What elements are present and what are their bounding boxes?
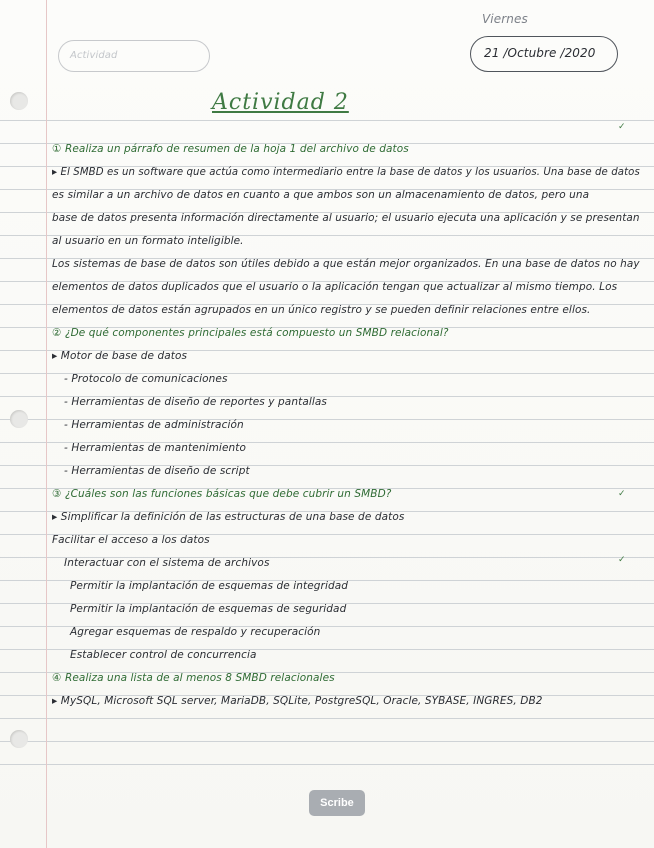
answer-line: ▸ El SMBD es un software que actúa como intermediario entre la base de datos y los usuarios. Una base de datos (52, 166, 640, 178)
answer-line: Los sistemas de base de datos son útiles debido a que están mejor organizados. En una base de datos no hay (52, 258, 640, 270)
list-item: Facilitar el acceso a los datos (52, 534, 210, 546)
question-2: ② ¿De qué componentes principales está compuesto un SMBD relacional? (52, 327, 449, 339)
check-mark-icon: ✓ (618, 555, 626, 565)
check-mark-icon: ✓ (618, 489, 626, 499)
list-item: - Herramientas de administración (64, 419, 244, 431)
day-label: Viernes (482, 12, 528, 26)
list-item: Permitir la implantación de esquemas de seguridad (70, 603, 347, 615)
date-label: 21 /Octubre /2020 (484, 46, 596, 60)
list-item: ▸ MySQL, Microsoft SQL server, MariaDB, SQLite, PostgreSQL, Oracle, SYBASE, INGRES, DB2 (52, 695, 543, 707)
question-1: ① Realiza un párrafo de resumen de la hoja 1 del archivo de datos (52, 143, 409, 155)
list-item: - Herramientas de diseño de reportes y pantallas (64, 396, 327, 408)
answer-line: elementos de datos duplicados que el usuario o la aplicación tengan que actualizar al mismo tiempo. Los (52, 281, 618, 293)
answer-line: base de datos presenta información directamente al usuario; el usuario ejecuta una aplicación y se presentan (52, 212, 640, 224)
answer-line: es similar a un archivo de datos en cuanto a que ambos son un almacenamiento de datos, pero una (52, 189, 590, 201)
scribe-watermark: Scribe (309, 790, 365, 816)
list-item: - Protocolo de comunicaciones (64, 373, 228, 385)
list-item: Establecer control de concurrencia (70, 649, 257, 661)
list-item: Interactuar con el sistema de archivos (64, 557, 270, 569)
question-4: ④ Realiza una lista de al menos 8 SMBD relacionales (52, 672, 335, 684)
list-item: - Herramientas de mantenimiento (64, 442, 246, 454)
list-item: Agregar esquemas de respaldo y recuperación (70, 626, 321, 638)
list-item: ▸ Motor de base de datos (52, 350, 188, 362)
stamp-text: Actividad (70, 50, 118, 61)
question-3: ③ ¿Cuáles son las funciones básicas que debe cubrir un SMBD? (52, 488, 392, 500)
page-title: Actividad 2 (212, 90, 349, 115)
list-item: ▸ Simplificar la definición de las estructuras de una base de datos (52, 511, 405, 523)
answer-line: al usuario en un formato inteligible. (52, 235, 244, 247)
check-mark-icon: ✓ (618, 122, 626, 132)
margin-line (46, 0, 47, 848)
list-item: - Herramientas de diseño de script (64, 465, 250, 477)
answer-line: elementos de datos están agrupados en un único registro y se pueden definir relaciones entre ellos. (52, 304, 591, 316)
list-item: Permitir la implantación de esquemas de integridad (70, 580, 349, 592)
